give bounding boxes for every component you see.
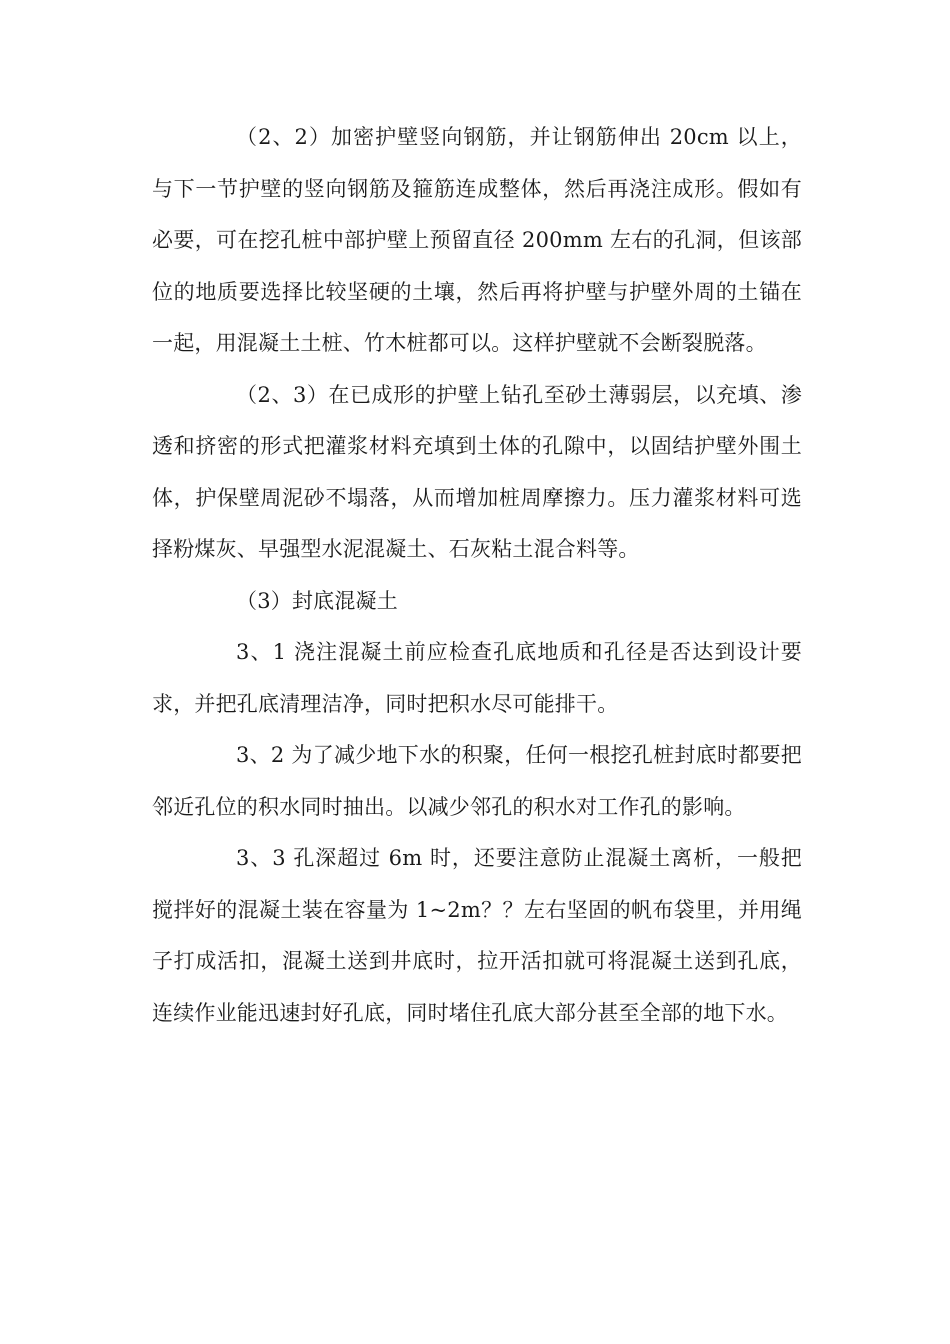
paragraph-3-1: 3、1 浇注混凝土前应检查孔底地质和孔径是否达到设计要求，并把孔底清理洁净，同时把积水尽可能排干。	[152, 640, 802, 716]
document-body	[152, 112, 802, 1039]
paragraph-3-3: 3、3 孔深超过 6m 时，还要注意防止混凝土离析，一般把搅拌好的混凝土装在容量为 1~2m？？左右坚固的帆布袋里，并用绳子打成活扣，混凝土送到井底时，拉开活扣就可将混凝土送到孔底，连续作业能迅速封好孔底，同时堵住孔底大部分甚至全部的地下水。	[152, 846, 802, 1025]
paragraph-2-3: （2、3）在已成形的护壁上钻孔至砂土薄弱层，以充填、渗透和挤密的形式把灌浆材料充填到土体的孔隙中，以固结护壁外围土体，护保壁周泥砂不塌落，从而增加桩周摩擦力。压力灌浆材料可选择粉煤灰、早强型水泥混凝土、石灰粘土混合料等。	[152, 382, 802, 561]
paragraph-3-2: 3、2 为了减少地下水的积聚，任何一根挖孔桩封底时都要把邻近孔位的积水同时抽出。以减少邻孔的积水对工作孔的影响。	[152, 743, 802, 819]
section-heading-3: （3）封底混凝土	[236, 588, 398, 613]
paragraph-2-2: （2、2）加密护壁竖向钢筋，并让钢筋伸出 20cm 以上，与下一节护壁的竖向钢筋及箍筋连成整体，然后再浇注成形。假如有必要，可在挖孔桩中部护壁上预留直径 200mm 左右的孔洞，但该部位的地质要选择比较坚硬的土壤，然后再将护壁与护壁外周的土锚在一起，用混凝土土桩、竹木桩都可以。这样护壁就不会断裂脱落。	[152, 125, 802, 355]
